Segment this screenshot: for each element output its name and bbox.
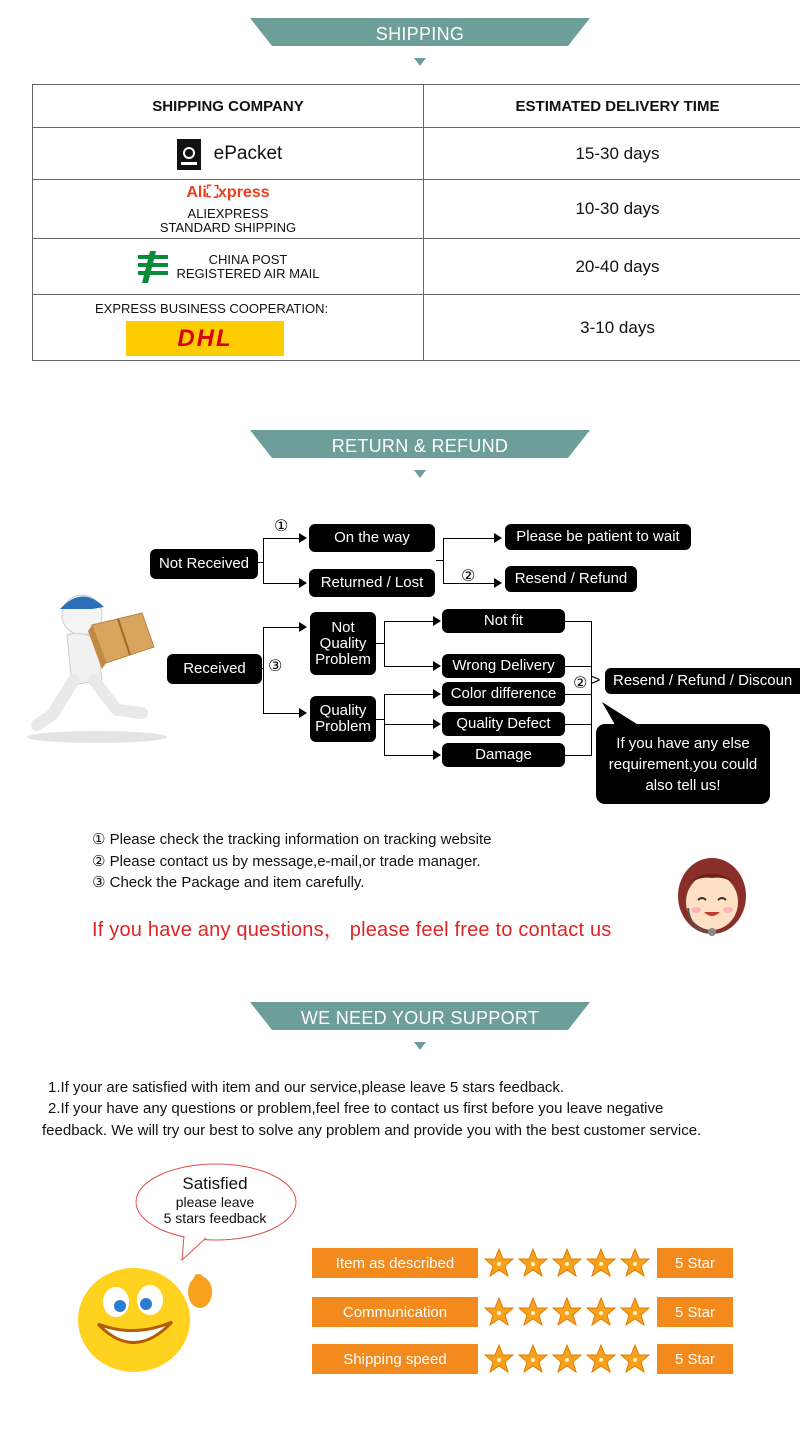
star-icon (586, 1297, 616, 1327)
delivery-time: 3-10 days (424, 295, 800, 361)
delivery-time: 10-30 days (424, 180, 800, 239)
delivery-time: 20-40 days (424, 239, 800, 295)
aliexpress-logo: Ali⛶xpress (186, 183, 270, 201)
star-icon (484, 1344, 514, 1374)
rating-value: 5 Star (657, 1248, 733, 1278)
star-icon (620, 1297, 650, 1327)
step-marker-2b: ② (573, 675, 588, 692)
speech-text (140, 1174, 290, 1226)
bubble-text: If you have any else requirement,you could also tell us! (608, 735, 758, 794)
star-icon (552, 1248, 582, 1278)
contact-line: If you have any questions， please feel free to contact us (92, 919, 612, 941)
company-subname: STANDARD SHIPPING (159, 219, 297, 235)
star-icon (484, 1297, 514, 1327)
table-header-row (33, 85, 800, 128)
company-subname: REGISTERED AIR MAIL (176, 265, 320, 281)
rating-label: Communication (312, 1297, 478, 1327)
section-title: SHIPPING (375, 24, 465, 44)
resend-refund-discount-box: Resend / Refund / Discoun (605, 668, 800, 694)
speech-line-1: please leave (175, 1194, 255, 1210)
delivery-time: 15-30 days (424, 128, 800, 180)
delivery-man-illustration (22, 585, 177, 745)
company-name: CHINA POST (208, 251, 288, 267)
section-title: RETURN & REFUND (331, 436, 509, 456)
speech-title: Satisfied (182, 1174, 248, 1193)
china-post-logo-icon (136, 251, 170, 283)
table-row (33, 180, 800, 239)
star-icon (518, 1344, 548, 1374)
company-name: EXPRESS BUSINESS COOPERATION: (95, 301, 329, 316)
not-received-box: Not Received (150, 549, 258, 579)
be-patient-box: Please be patient to wait (505, 524, 691, 550)
section-title: WE NEED YOUR SUPPORT (300, 1008, 540, 1028)
customer-service-icon (676, 856, 748, 942)
support-banner (250, 1002, 590, 1042)
shipping-table (32, 84, 800, 361)
star-icon (484, 1248, 514, 1278)
note-1: ① Please check the tracking information on tracking website (92, 831, 492, 848)
star-icon (518, 1297, 548, 1327)
company-name: ALIEXPRESS (187, 205, 269, 221)
note-3: ③ Check the Package and item carefully. (92, 874, 365, 891)
support-line-1: 1.If your are satisfied with item and our service,please leave 5 stars feedback. (48, 1079, 565, 1096)
resend-refund-box: Resend / Refund (505, 566, 637, 592)
rating-label: Shipping speed (312, 1344, 478, 1374)
table-row (33, 128, 800, 180)
speech-line-2: 5 stars feedback (163, 1210, 267, 1226)
not-fit-box: Not fit (442, 609, 565, 633)
step-marker-3: ③ (268, 658, 283, 675)
star-icon (586, 1248, 616, 1278)
header-shipping-company: SHIPPING COMPANY (33, 85, 424, 128)
star-icon (620, 1248, 650, 1278)
return-refund-banner (250, 430, 590, 470)
quality-defect-box: Quality Defect (442, 712, 565, 736)
received-box: Received (167, 654, 262, 684)
rating-value: 5 Star (657, 1297, 733, 1327)
on-the-way-box: On the way (309, 524, 435, 552)
company-name: ePacket (213, 142, 283, 164)
quality-problem-box: Quality Problem (310, 696, 376, 742)
note-2: ② Please contact us by message,e-mail,or trade manager. (92, 853, 481, 870)
star-icon (620, 1344, 650, 1374)
star-icon (586, 1344, 616, 1374)
damage-box: Damage (442, 743, 565, 767)
star-icon (518, 1248, 548, 1278)
not-quality-problem-box: Not Quality Problem (310, 612, 376, 675)
arrow-down-icon (414, 470, 426, 478)
returned-lost-box: Returned / Lost (309, 569, 435, 597)
star-icon (552, 1344, 582, 1374)
color-difference-box: Color difference (442, 682, 565, 706)
table-row (33, 295, 800, 361)
support-line-3: feedback. We will try our best to solve any problem and provide you with the best customer service. (42, 1122, 702, 1139)
arrow-down-icon (414, 1042, 426, 1050)
dhl-logo: DHL (126, 321, 284, 356)
support-line-2: 2.If your have any questions or problem,feel free to contact us first before you leave negative (48, 1100, 664, 1117)
rating-value: 5 Star (657, 1344, 733, 1374)
shipping-banner (250, 18, 590, 58)
arrow-right-icon: > (591, 672, 601, 689)
header-delivery-time: ESTIMATED DELIVERY TIME (424, 85, 800, 128)
step-marker-1: ① (274, 518, 289, 535)
epacket-logo-icon (174, 137, 204, 171)
arrow-down-icon (414, 58, 426, 66)
smiley-thumbs-up-icon (76, 1262, 216, 1374)
table-row (33, 239, 800, 295)
rating-label: Item as described (312, 1248, 478, 1278)
step-marker-2: ② (461, 568, 476, 585)
wrong-delivery-box: Wrong Delivery (442, 654, 565, 678)
star-icon (552, 1297, 582, 1327)
